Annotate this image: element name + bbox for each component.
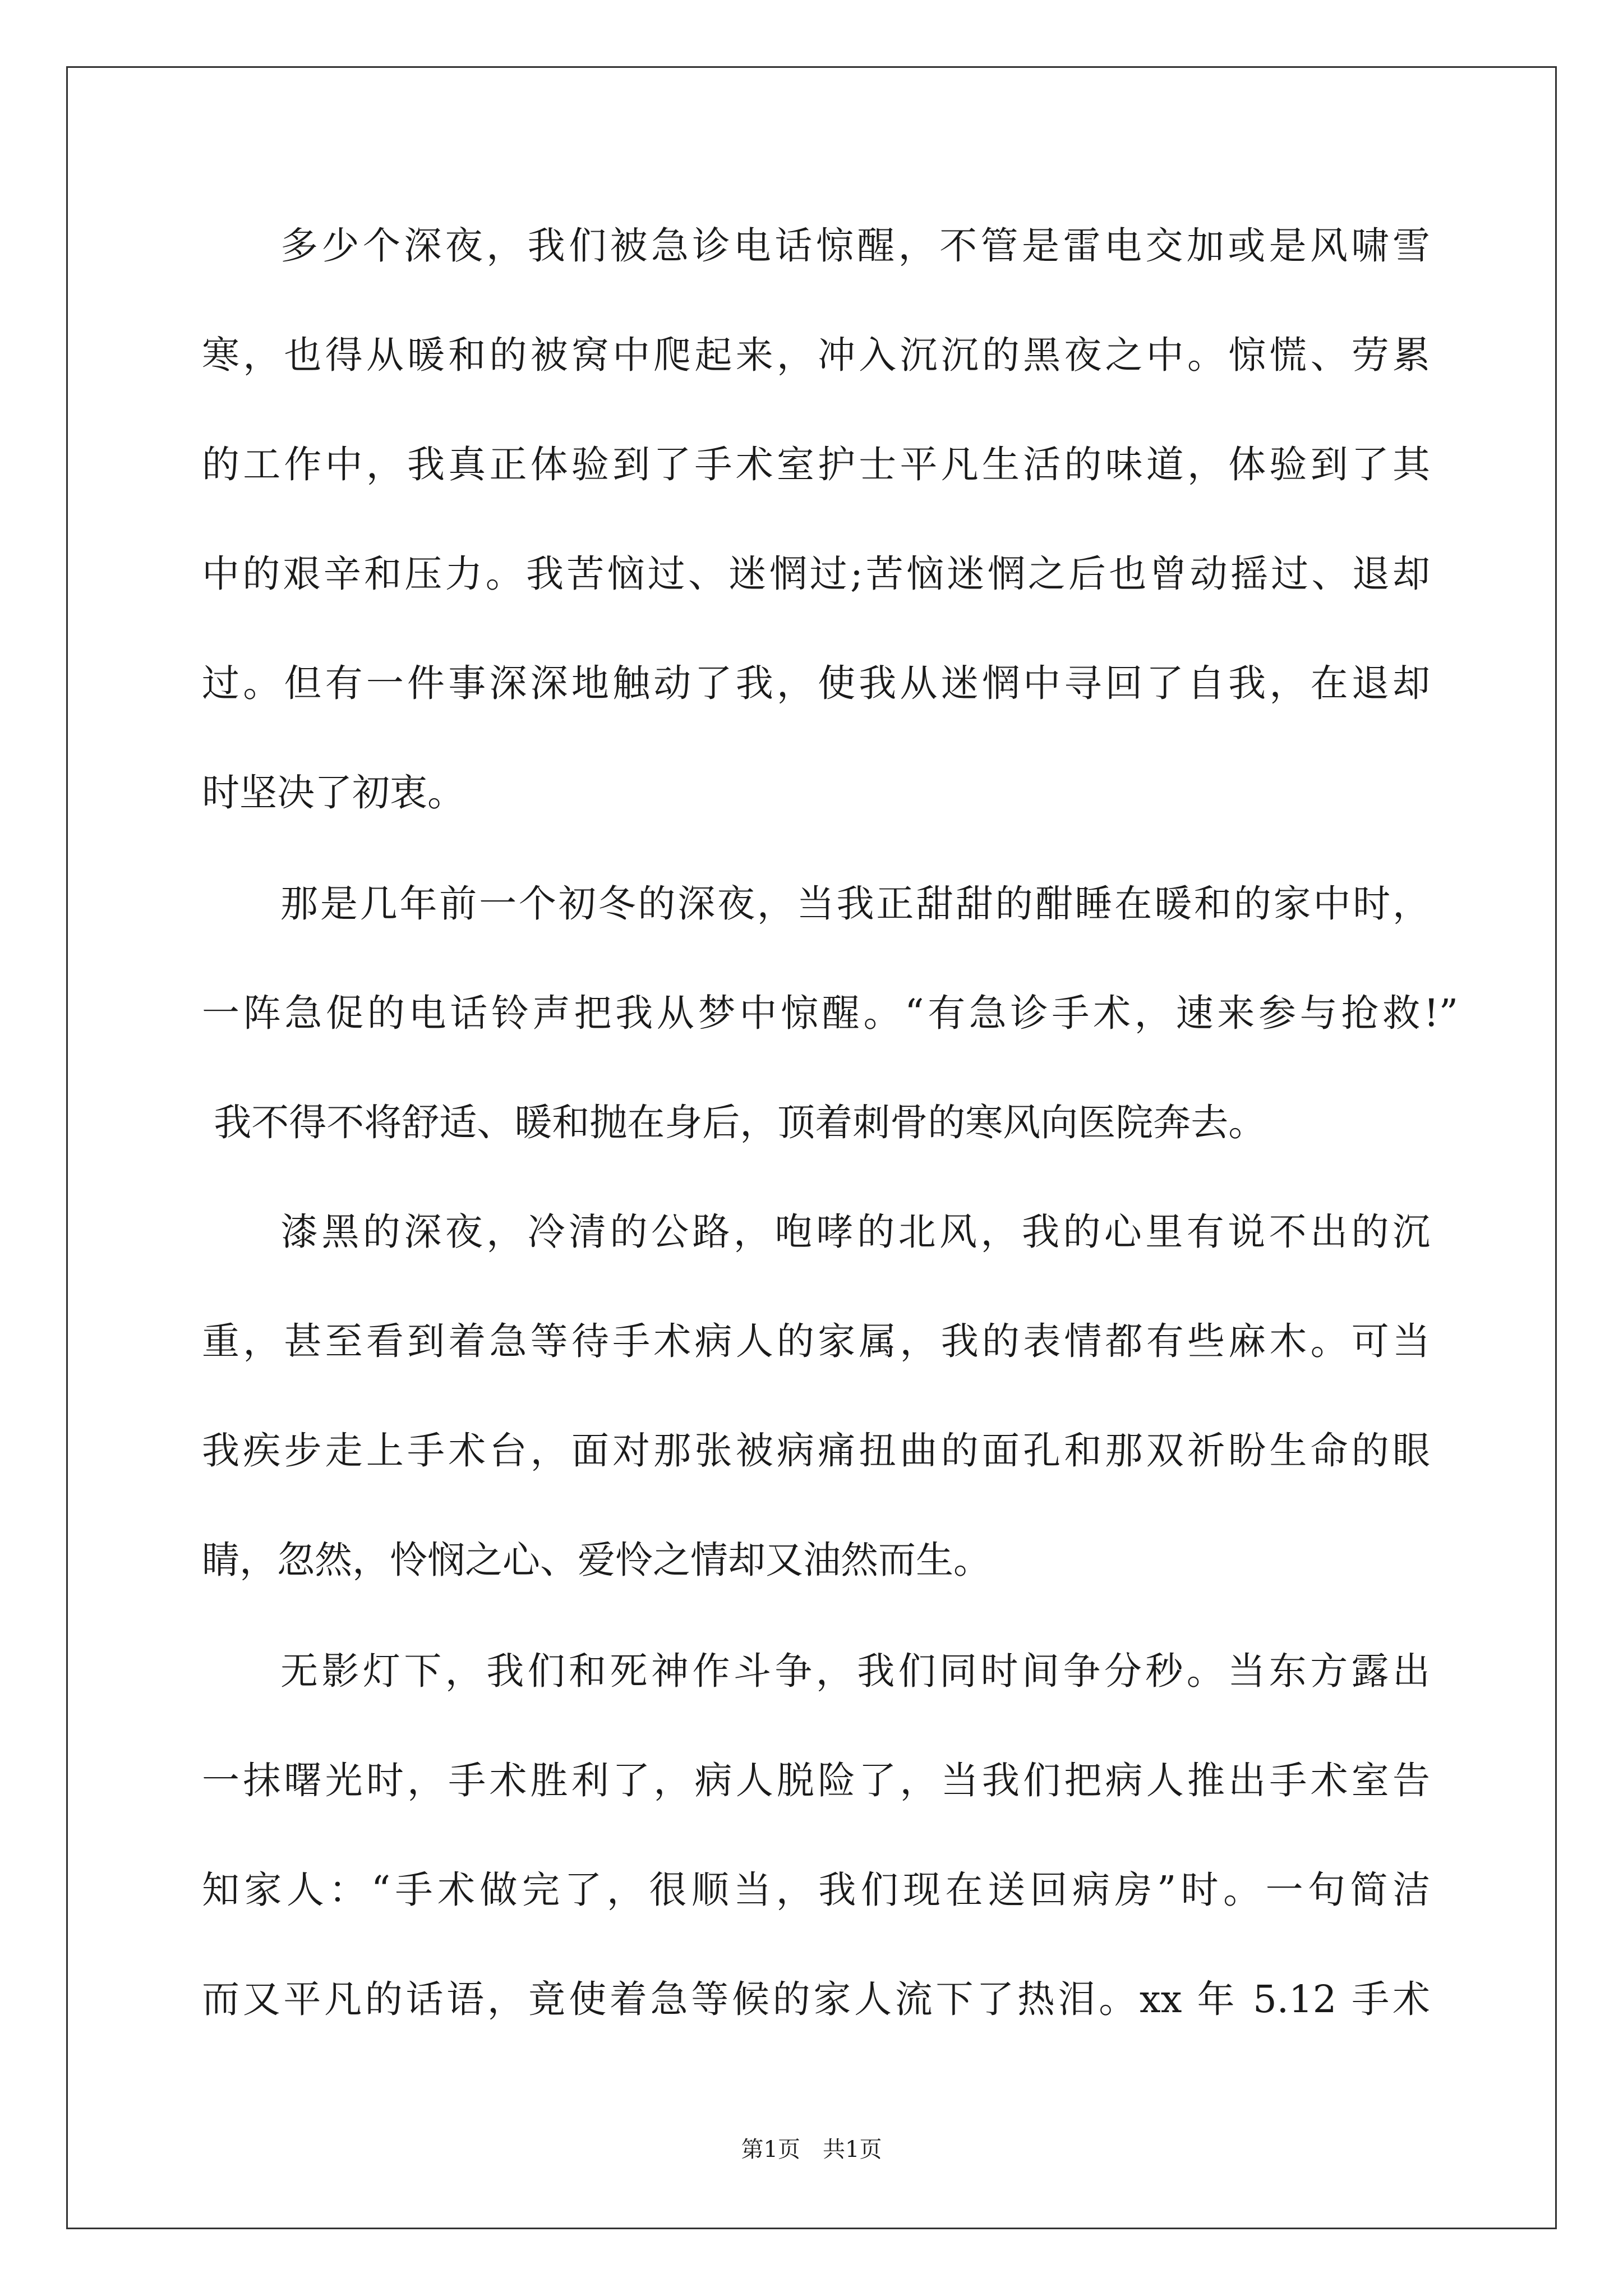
paragraph-line: 时坚决了初衷。 [202, 771, 465, 815]
paragraph-line: 一阵急促的电话铃声把我从梦中惊醒。“有急诊手术，速来参与抢救!” [202, 991, 1458, 1035]
paragraph-line: 睛，忽然，怜悯之心、爱怜之情却又油然而生。 [202, 1538, 991, 1582]
paragraph-line: 知家人：“手术做完了，很顺当，我们现在送回病房”时。一句简洁 [202, 1868, 1430, 1912]
paragraph-line: 重，甚至看到着急等待手术病人的家属，我的表情都有些麻木。可当 [202, 1319, 1430, 1363]
paragraph-line: 我疾步走上手术台，面对那张被病痛扭曲的面孔和那双祈盼生命的眼 [202, 1429, 1430, 1473]
paragraph-line: 的工作中，我真正体验到了手术室护士平凡生活的味道，体验到了其 [202, 443, 1430, 486]
paragraph-line: 无影灯下，我们和死神作斗争，我们同时间争分秒。当东方露出 [280, 1649, 1430, 1693]
paragraph-line: 那是几年前一个初冬的深夜，当我正甜甜的酣睡在暖和的家中时， [280, 882, 1430, 926]
paragraph-line: 多少个深夜，我们被急诊电话惊醒，不管是雷电交加或是风啸雪 [280, 224, 1430, 268]
paragraph-line: 寒，也得从暖和的被窝中爬起来，冲入沉沉的黑夜之中。惊慌、劳累 [202, 333, 1430, 377]
paragraph-line: 一抹曙光时，手术胜利了，病人脱险了，当我们把病人推出手术室告 [202, 1759, 1430, 1802]
paragraph-line: 而又平凡的话语，竟使着急等候的家人流下了热泪。xx 年 5.12 手术 [202, 1977, 1430, 2021]
paragraph-line: 过。但有一件事深深地触动了我，使我从迷惘中寻回了自我，在退却 [202, 661, 1430, 705]
paragraph-line: 中的艰辛和压力。我苦恼过、迷惘过;苦恼迷惘之后也曾动摇过、退却 [202, 552, 1430, 596]
page-footer: 第1页 共1页 [741, 2137, 882, 2162]
paragraph-line: 漆黑的深夜，冷清的公路，咆哮的北风，我的心里有说不出的沉 [280, 1210, 1430, 1254]
paragraph-line: 我不得不将舒适、暖和抛在身后，顶着刺骨的寒风向医院奔去。 [202, 1101, 1266, 1144]
